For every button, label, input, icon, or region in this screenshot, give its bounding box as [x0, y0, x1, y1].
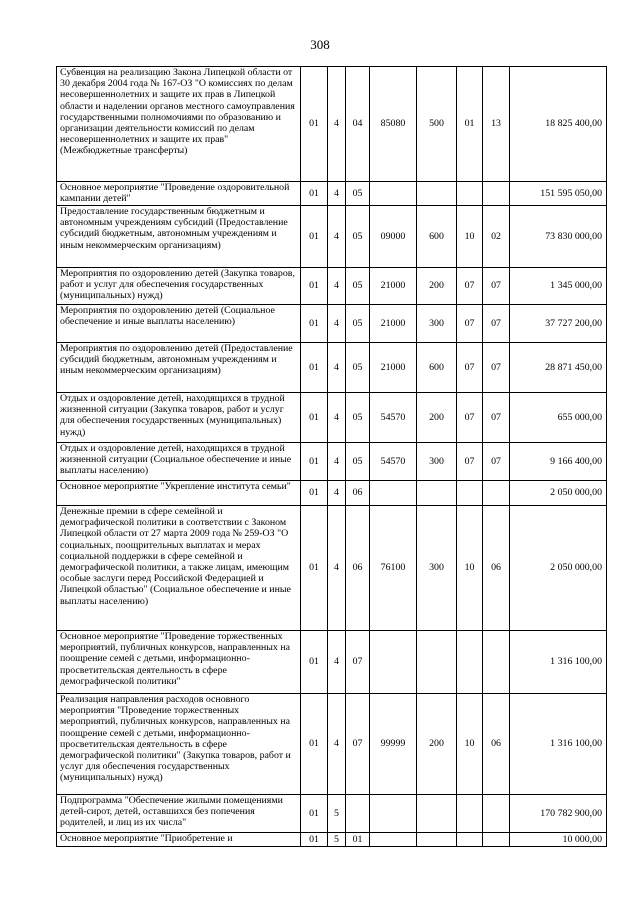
code-expense-type: 300: [417, 305, 457, 343]
code-expense-type: [417, 182, 457, 206]
row-amount: 170 782 900,00: [510, 795, 607, 833]
row-amount: 28 871 450,00: [510, 343, 607, 393]
code-expense-type: 600: [417, 343, 457, 393]
code-expense-type: 500: [417, 67, 457, 182]
code-main-event: 07: [346, 694, 370, 795]
table-row: [57, 631, 607, 694]
code-main-event: 07: [346, 631, 370, 694]
row-amount: 37 727 200,00: [510, 305, 607, 343]
table-row: [57, 343, 607, 393]
code-main-event: 01: [346, 833, 370, 847]
budget-table: [56, 66, 607, 847]
row-description: Отдых и оздоровление детей, находящихся в трудной жизненной ситуации (Закупка товаров, работ и услуг для обеспечения государственных (муниципальных) нужд): [57, 393, 301, 443]
row-description: Подпрограмма "Обеспечение жилыми помещениями детей-сирот, детей, оставшихся без попечения родителей, и лиц из их числа": [57, 795, 301, 833]
code-main-event: 05: [346, 305, 370, 343]
code-expense-direction: 99999: [370, 694, 417, 795]
code-expense-type: 300: [417, 506, 457, 631]
code-subprogram: 4: [328, 443, 346, 481]
row-description: Основное мероприятие "Проведение торжественных мероприятий, публичных конкурсов, направленных на поощрение семей с детьми, информационно-просветительская деятельность в сфере демографической политики": [57, 631, 301, 694]
code-program: 01: [301, 795, 328, 833]
code-expense-direction: [370, 182, 417, 206]
code-subprogram: 4: [328, 631, 346, 694]
table-row: [57, 481, 607, 506]
row-amount: 10 000,00: [510, 833, 607, 847]
code-main-event: 05: [346, 182, 370, 206]
row-amount: 73 830 000,00: [510, 206, 607, 268]
code-main-event: 05: [346, 343, 370, 393]
code-section: 07: [457, 305, 483, 343]
code-subprogram: 4: [328, 506, 346, 631]
code-program: 01: [301, 182, 328, 206]
code-expense-type: [417, 833, 457, 847]
code-subsection: 06: [483, 506, 510, 631]
code-expense-direction: 54570: [370, 443, 417, 481]
code-subprogram: 4: [328, 305, 346, 343]
code-program: 01: [301, 393, 328, 443]
code-section: [457, 833, 483, 847]
code-subsection: 07: [483, 305, 510, 343]
code-program: 01: [301, 268, 328, 305]
code-program: 01: [301, 631, 328, 694]
code-subprogram: 4: [328, 694, 346, 795]
code-main-event: [346, 795, 370, 833]
code-expense-type: [417, 631, 457, 694]
table-row: [57, 393, 607, 443]
row-amount: 1 345 000,00: [510, 268, 607, 305]
code-subsection: 07: [483, 443, 510, 481]
code-subprogram: 5: [328, 795, 346, 833]
table-row: [57, 305, 607, 343]
code-section: 07: [457, 268, 483, 305]
code-section: 10: [457, 694, 483, 795]
code-expense-type: 200: [417, 694, 457, 795]
code-expense-direction: 85080: [370, 67, 417, 182]
code-expense-type: 600: [417, 206, 457, 268]
code-section: 07: [457, 443, 483, 481]
page-number: 308: [310, 37, 330, 52]
code-subsection: 13: [483, 67, 510, 182]
code-subsection: 07: [483, 268, 510, 305]
code-subsection: [483, 795, 510, 833]
table-row: [57, 443, 607, 481]
code-subprogram: 4: [328, 67, 346, 182]
table-row: [57, 182, 607, 206]
code-program: 01: [301, 443, 328, 481]
code-program: 01: [301, 481, 328, 506]
code-expense-type: [417, 795, 457, 833]
code-section: 07: [457, 393, 483, 443]
code-subsection: 06: [483, 694, 510, 795]
code-main-event: 06: [346, 481, 370, 506]
table-row: [57, 206, 607, 268]
code-program: 01: [301, 343, 328, 393]
code-expense-direction: 54570: [370, 393, 417, 443]
row-description: Мероприятия по оздоровлению детей (Предоставление субсидий бюджетным, автономным учреждениям и иным некоммерческим организациям): [57, 343, 301, 393]
code-main-event: 05: [346, 206, 370, 268]
table-row: [57, 268, 607, 305]
code-main-event: 04: [346, 67, 370, 182]
row-description: Отдых и оздоровление детей, находящихся в трудной жизненной ситуации (Социальное обеспечение и иные выплаты населению): [57, 443, 301, 481]
code-expense-direction: [370, 795, 417, 833]
code-main-event: 06: [346, 506, 370, 631]
row-description: Предоставление государственным бюджетным и автономным учреждениям субсидий (Предоставление субсидий бюджетным, автономным учреждениям и иным некоммерческим организациям): [57, 206, 301, 268]
code-subsection: 07: [483, 393, 510, 443]
code-main-event: 05: [346, 443, 370, 481]
code-expense-direction: 21000: [370, 305, 417, 343]
row-description: Денежные премии в сфере семейной и демографической политики в соответствии с Законом Липецкой области от 27 марта 2009 года № 259-ОЗ "О социальных, поощрительных выплатах и мерах социальной поддержки в сфере семейной и демографической политики, а также лицам, имеющим особые заслуги перед Российской Федерацией и Липецкой областью" (Социальное обеспечение и иные выплаты населению): [57, 506, 301, 631]
code-expense-direction: 76100: [370, 506, 417, 631]
code-expense-type: [417, 481, 457, 506]
code-subsection: 02: [483, 206, 510, 268]
row-amount: 1 316 100,00: [510, 631, 607, 694]
table-row: [57, 694, 607, 795]
code-section: 10: [457, 506, 483, 631]
row-description: Реализация направления расходов основного мероприятия "Проведение торжественных мероприятий, публичных конкурсов, направленных на поощрение семей с детьми, информационно-просветительская деятельность в сфере демографической политики" (Закупка товаров, работ и услуг для обеспечения государственных (муниципальных) нужд): [57, 694, 301, 795]
code-main-event: 05: [346, 268, 370, 305]
table-row: [57, 67, 607, 182]
code-expense-type: 300: [417, 443, 457, 481]
code-section: 07: [457, 343, 483, 393]
code-section: [457, 481, 483, 506]
row-description: Субвенция на реализацию Закона Липецкой области от 30 декабря 2004 года № 167-ОЗ "О комиссиях по делам несовершеннолетних и защите их прав в Липецкой области и наделении органов местного самоуправления государственными полномочиями по образованию и организации деятельности комиссий по делам несовершеннолетних и защите их прав" (Межбюджетные трансферты): [57, 67, 301, 182]
row-amount: 9 166 400,00: [510, 443, 607, 481]
code-program: 01: [301, 67, 328, 182]
table-row: [57, 795, 607, 833]
code-subprogram: 4: [328, 343, 346, 393]
code-program: 01: [301, 694, 328, 795]
row-amount: 2 050 000,00: [510, 481, 607, 506]
code-subprogram: 4: [328, 206, 346, 268]
code-expense-direction: 21000: [370, 268, 417, 305]
row-amount: 655 000,00: [510, 393, 607, 443]
row-amount: 18 825 400,00: [510, 67, 607, 182]
row-description: Мероприятия по оздоровлению детей (Закупка товаров, работ и услуг для обеспечения государственных (муниципальных) нужд): [57, 268, 301, 305]
row-description: Основное мероприятие "Проведение оздоровительной кампании детей": [57, 182, 301, 206]
budget-table-body: [57, 67, 607, 847]
code-subprogram: 4: [328, 393, 346, 443]
code-subsection: [483, 833, 510, 847]
code-expense-direction: 21000: [370, 343, 417, 393]
code-subsection: [483, 481, 510, 506]
row-description: Основное мероприятие "Приобретение и: [57, 833, 301, 847]
code-program: 01: [301, 305, 328, 343]
code-section: 10: [457, 206, 483, 268]
code-subprogram: 5: [328, 833, 346, 847]
code-expense-direction: [370, 481, 417, 506]
code-section: [457, 631, 483, 694]
code-expense-direction: [370, 631, 417, 694]
table-row: [57, 506, 607, 631]
code-section: [457, 182, 483, 206]
table-row: [57, 833, 607, 847]
code-section: 01: [457, 67, 483, 182]
row-description: Мероприятия по оздоровлению детей (Социальное обеспечение и иные выплаты населению): [57, 305, 301, 343]
code-expense-type: 200: [417, 393, 457, 443]
row-amount: 2 050 000,00: [510, 506, 607, 631]
code-subprogram: 4: [328, 182, 346, 206]
code-program: 01: [301, 506, 328, 631]
code-subsection: [483, 182, 510, 206]
code-subsection: 07: [483, 343, 510, 393]
code-main-event: 05: [346, 393, 370, 443]
code-section: [457, 795, 483, 833]
code-subprogram: 4: [328, 268, 346, 305]
row-amount: 1 316 100,00: [510, 694, 607, 795]
code-subprogram: 4: [328, 481, 346, 506]
row-description: Основное мероприятие "Укрепление института семьи": [57, 481, 301, 506]
row-amount: 151 595 050,00: [510, 182, 607, 206]
code-expense-direction: [370, 833, 417, 847]
code-expense-type: 200: [417, 268, 457, 305]
code-program: 01: [301, 206, 328, 268]
code-expense-direction: 09000: [370, 206, 417, 268]
code-subsection: [483, 631, 510, 694]
code-program: 01: [301, 833, 328, 847]
